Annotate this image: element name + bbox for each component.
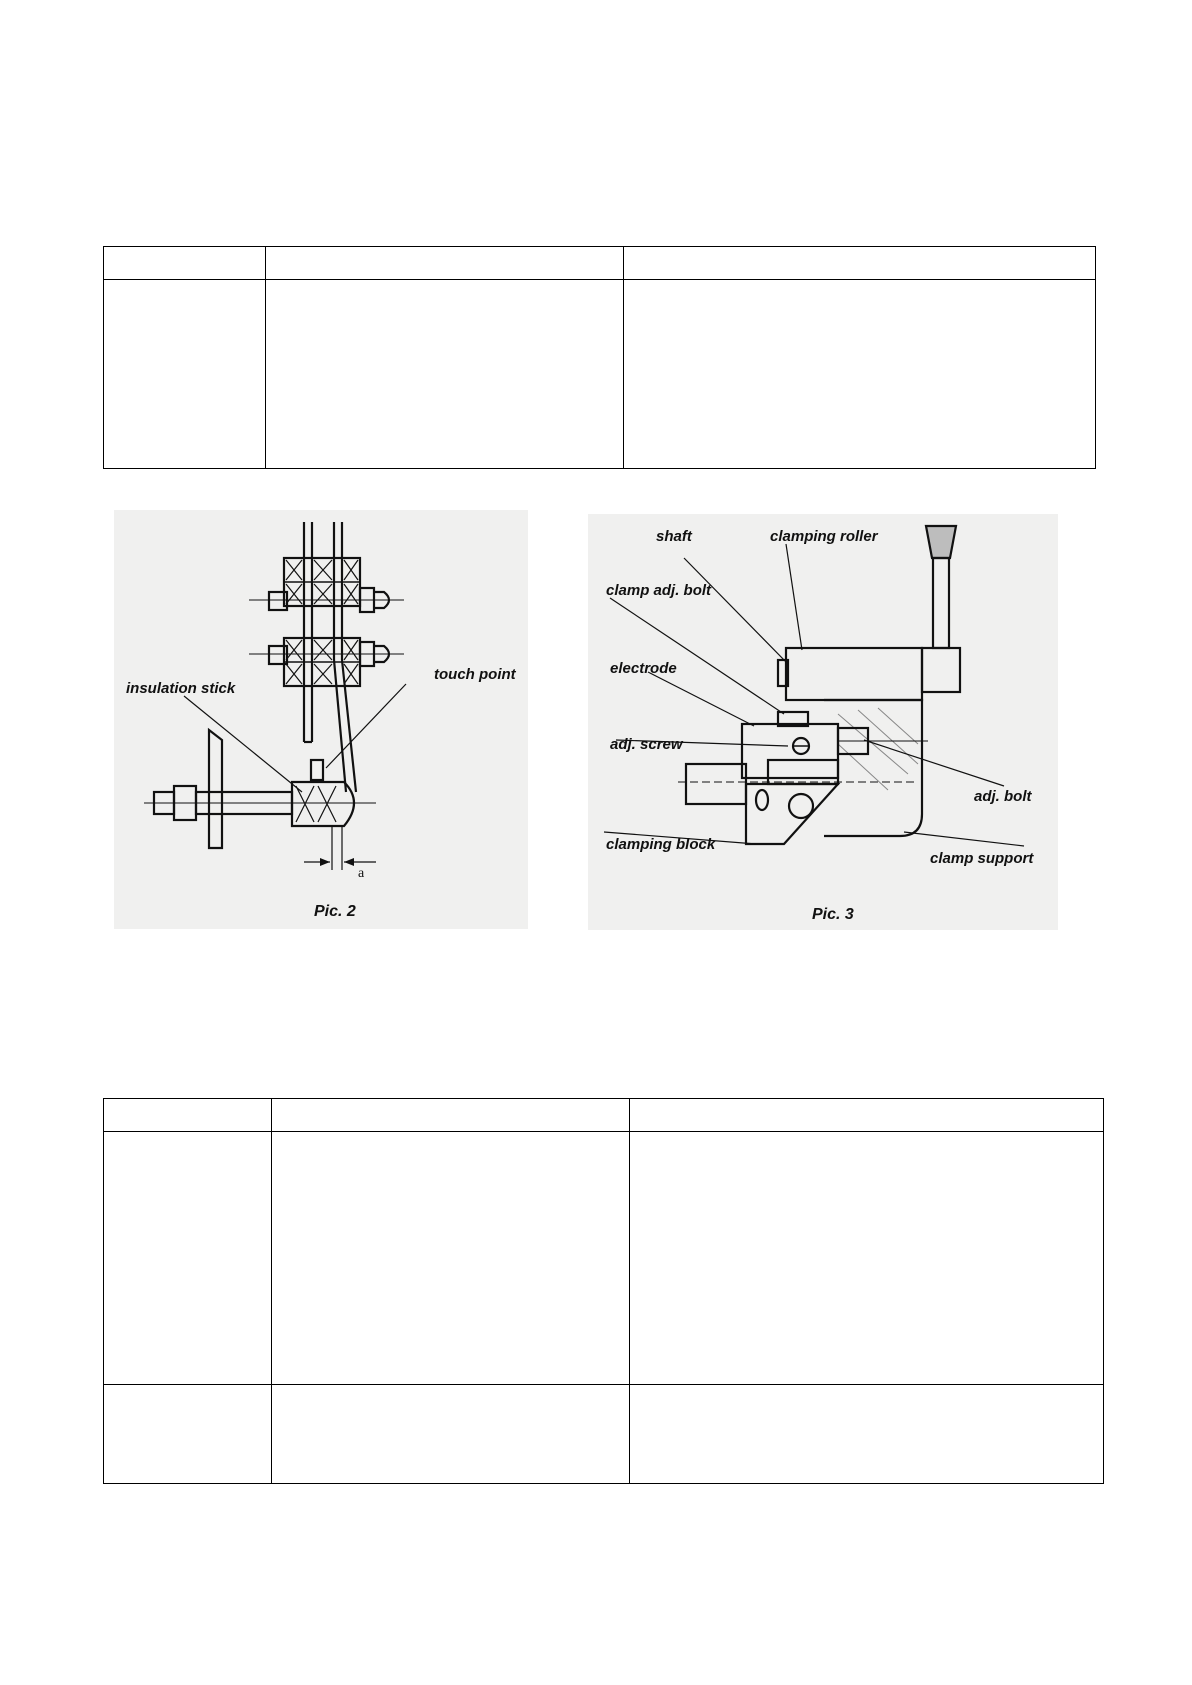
label-clamping-roller: clamping roller [770,528,878,545]
table-row [104,1132,1104,1385]
table-header-row [104,1099,1104,1132]
figure-pic-2 [114,510,528,929]
table-cell [104,1132,272,1385]
table-header-cell [104,1099,272,1132]
table-cell [104,280,266,469]
table-cell [630,1132,1104,1385]
table-cell [104,1385,272,1484]
label-clamping-block: clamping block [606,836,716,853]
pic-2-caption: Pic. 2 [314,903,356,920]
label-adj-bolt: adj. bolt [974,788,1032,805]
table-header-cell [624,247,1096,280]
table-header-cell [266,247,624,280]
table-cell [266,280,624,469]
table-cell [272,1132,630,1385]
pic-3-caption: Pic. 3 [812,906,854,923]
label-shaft: shaft [656,528,692,545]
table-header-cell [104,247,266,280]
table-header-cell [630,1099,1104,1132]
pic-2-drawing [114,510,528,929]
label-clamp-support: clamp support [930,850,1034,867]
figure-pic-3 [588,514,1058,930]
table-cell [624,280,1096,469]
label-gap-a: a [358,866,365,881]
label-insulation-stick: insulation stick [126,680,236,697]
label-clamp-adj-bolt: clamp adj. bolt [606,582,712,599]
table-header-row [104,247,1096,280]
label-electrode: electrode [610,660,677,677]
label-touch-point: touch point [434,666,516,683]
table-row [104,280,1096,469]
top-table [103,246,1096,469]
table-header-cell [272,1099,630,1132]
pic-3-drawing [588,514,1058,930]
table-cell [630,1385,1104,1484]
table-cell [272,1385,630,1484]
label-adj-screw: adj. screw [610,736,683,753]
bottom-table [103,1098,1104,1484]
table-row [104,1385,1104,1484]
